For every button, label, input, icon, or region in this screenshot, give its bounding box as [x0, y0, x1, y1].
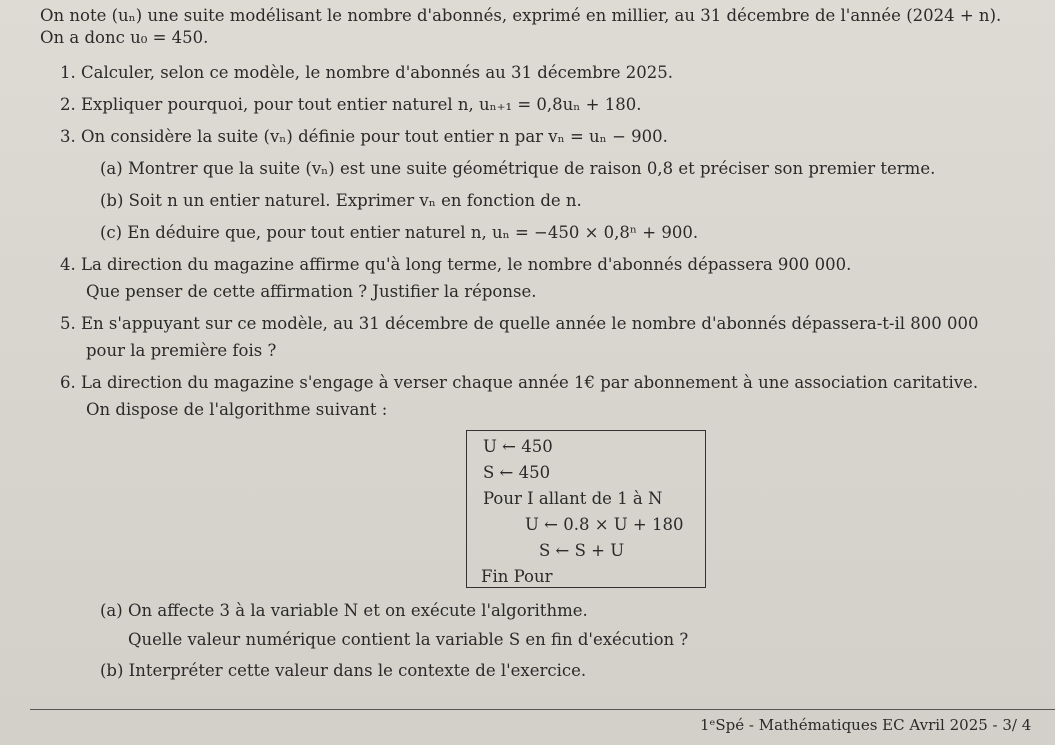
- intro-line-2: On a donc u₀ = 450.: [40, 28, 209, 47]
- question-4-line-2: Que penser de cette affirmation ? Justifier la réponse.: [86, 282, 537, 301]
- question-3: [60, 127, 668, 147]
- algorithm-line-2: S ← 450: [483, 463, 551, 482]
- question-4-number: 4.: [60, 255, 76, 274]
- algorithm-line-3: Pour I allant de 1 à N: [483, 489, 663, 508]
- question-5-line-1: En s'appuyant sur ce modèle, au 31 décembre de quelle année le nombre d'abonnés dépassera-t-il 800 000: [81, 314, 979, 333]
- question-6-line-2: On dispose de l'algorithme suivant :: [86, 400, 388, 419]
- question-5-number: 5.: [60, 314, 76, 333]
- question-3c: (c) En déduire que, pour tout entier naturel n, uₙ = −450 × 0,8ⁿ + 900.: [100, 223, 699, 242]
- question-4: [60, 255, 851, 275]
- question-4-line-1: La direction du magazine affirme qu'à long terme, le nombre d'abonnés dépassera 900 000.: [81, 255, 852, 274]
- question-6-line-1: La direction du magazine s'engage à verser chaque année 1€ par abonnement à une association caritative.: [81, 373, 979, 392]
- question-6b: (b) Interpréter cette valeur dans le contexte de l'exercice.: [100, 661, 587, 680]
- intro-line-1: On note (uₙ) une suite modélisant le nombre d'abonnés, exprimé en millier, au 31 décembre de l'année (2024 + n).: [40, 6, 1002, 25]
- question-1: [60, 63, 673, 83]
- question-2-text: Expliquer pourquoi, pour tout entier naturel n, uₙ₊₁ = 0,8uₙ + 180.: [81, 95, 642, 114]
- question-3a: (a) Montrer que la suite (vₙ) est une suite géométrique de raison 0,8 et préciser son premier terme.: [100, 159, 936, 178]
- question-6a-line-2: Quelle valeur numérique contient la variable S en fin d'exécution ?: [128, 630, 689, 649]
- question-3-text: On considère la suite (vₙ) définie pour tout entier n par vₙ = uₙ − 900.: [81, 127, 668, 146]
- question-5-line-2: pour la première fois ?: [86, 341, 277, 360]
- question-1-number: 1.: [60, 63, 76, 82]
- question-3b: (b) Soit n un entier naturel. Exprimer vₙ en fonction de n.: [100, 191, 582, 210]
- page-footer: 1ᵉSpé - Mathématiques EC Avril 2025 - 3/ 4: [700, 716, 1032, 734]
- algorithm-line-6: Fin Pour: [481, 567, 553, 586]
- question-6: [60, 373, 978, 393]
- question-3-number: 3.: [60, 127, 76, 146]
- question-6-number: 6.: [60, 373, 76, 392]
- algorithm-line-5: S ← S + U: [539, 541, 625, 560]
- algorithm-line-1: U ← 450: [483, 437, 553, 456]
- question-6a-line-1: (a) On affecte 3 à la variable N et on exécute l'algorithme.: [100, 601, 588, 620]
- question-2-number: 2.: [60, 95, 76, 114]
- question-5: [60, 314, 979, 334]
- algorithm-line-4: U ← 0.8 × U + 180: [525, 515, 684, 534]
- footer-divider: [30, 709, 1055, 710]
- algorithm-box: [466, 430, 706, 588]
- question-1-text: Calculer, selon ce modèle, le nombre d'abonnés au 31 décembre 2025.: [81, 63, 673, 82]
- question-2: [60, 95, 641, 115]
